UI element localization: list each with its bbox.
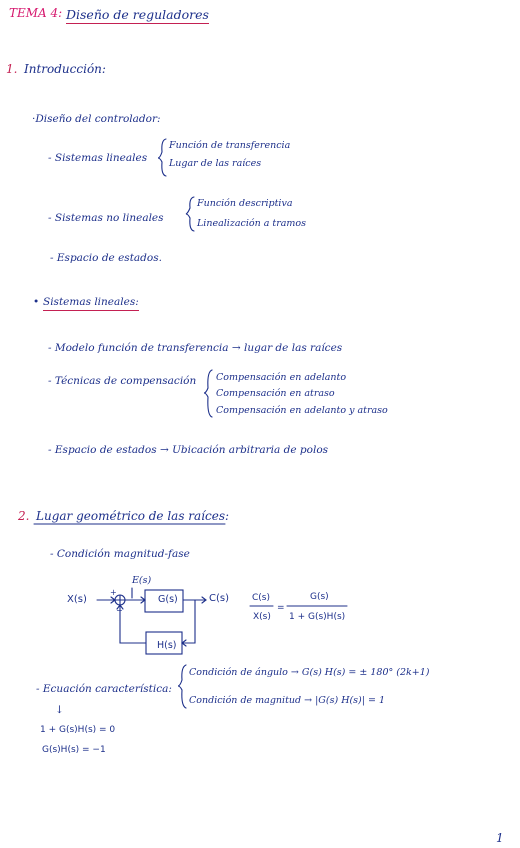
lineales-item-2: Lugar de las raíces	[169, 158, 262, 169]
condicion-magnitud: Condición de magnitud → |G(s) H(s)| = 1	[189, 695, 386, 706]
frac-den-2: 1 + G(s)H(s)	[289, 612, 346, 622]
tema-label: TEMA 4:	[9, 6, 63, 20]
ecuacion-label: - Ecuación característica:	[36, 683, 172, 695]
block-g-label: G(s)	[158, 594, 178, 605]
section-2-heading: Lugar geométrico de las raíces:	[36, 509, 230, 523]
diseno-controlador: ·Diseño del controlador:	[32, 113, 161, 125]
brace-tecnicas	[204, 370, 212, 417]
char-eq-line-1: 1 + G(s)H(s) = 0	[40, 725, 116, 735]
frac-equals: =	[277, 603, 285, 613]
section-1-heading: Introducción:	[24, 62, 106, 76]
lineales-item-1: Función de transferencia	[169, 140, 291, 151]
block-g	[145, 590, 183, 612]
bullet-dot: •	[33, 296, 40, 308]
frac-num-1: C(s)	[252, 593, 270, 603]
block-h-label: H(s)	[157, 640, 177, 651]
espacio-estados-line: - Espacio de estados → Ubicación arbitraria de polos	[48, 444, 329, 456]
espacio-estados: - Espacio de estados.	[50, 252, 162, 264]
sistemas-lineales-heading: Sistemas lineales:	[43, 296, 139, 311]
sistemas-lineales-label: - Sistemas lineales	[48, 152, 148, 164]
signal-cs-label: C(s)	[209, 593, 229, 604]
down-arrow-icon: ↓	[55, 704, 64, 716]
nolineales-item-1: Función descriptiva	[197, 198, 293, 209]
tecnicas-item-2: Compensación en atraso	[216, 388, 335, 399]
frac-num-2: G(s)	[310, 592, 329, 602]
minus-sign: −	[116, 606, 123, 615]
plus-sign: +	[110, 588, 117, 597]
sistemas-no-lineales-label: - Sistemas no lineales	[48, 212, 164, 224]
brace-ecuacion	[178, 665, 186, 708]
section-2-number: 2.	[18, 509, 30, 523]
condicion-label: - Condición magnitud-fase	[50, 548, 190, 560]
condicion-angulo: Condición de ángulo → G(s) H(s) = ± 180° (2k+1)	[189, 667, 430, 678]
brace-nolineales	[186, 197, 194, 231]
brace-lineales	[158, 139, 166, 176]
signal-es-label: E(s)	[132, 575, 152, 586]
page-title: Diseño de reguladores	[66, 7, 209, 22]
section-1-number: 1.	[6, 62, 18, 76]
signal-xs-label: X(s)	[67, 594, 87, 605]
block-h	[146, 632, 182, 654]
modelo-line: - Modelo función de transferencia → lugar de las raíces	[48, 342, 343, 354]
tecnicas-label: - Técnicas de compensación	[48, 375, 197, 387]
tecnicas-item-3: Compensación en adelanto y atraso	[216, 405, 388, 416]
tecnicas-item-1: Compensación en adelanto	[216, 372, 347, 383]
char-eq-line-2: G(s)H(s) = −1	[42, 745, 106, 755]
page-number: 1	[496, 831, 504, 845]
frac-den-1: X(s)	[253, 612, 271, 622]
nolineales-item-2: Linealización a tramos	[197, 218, 307, 229]
feedback-line	[120, 605, 146, 643]
feedback-return	[182, 600, 195, 643]
